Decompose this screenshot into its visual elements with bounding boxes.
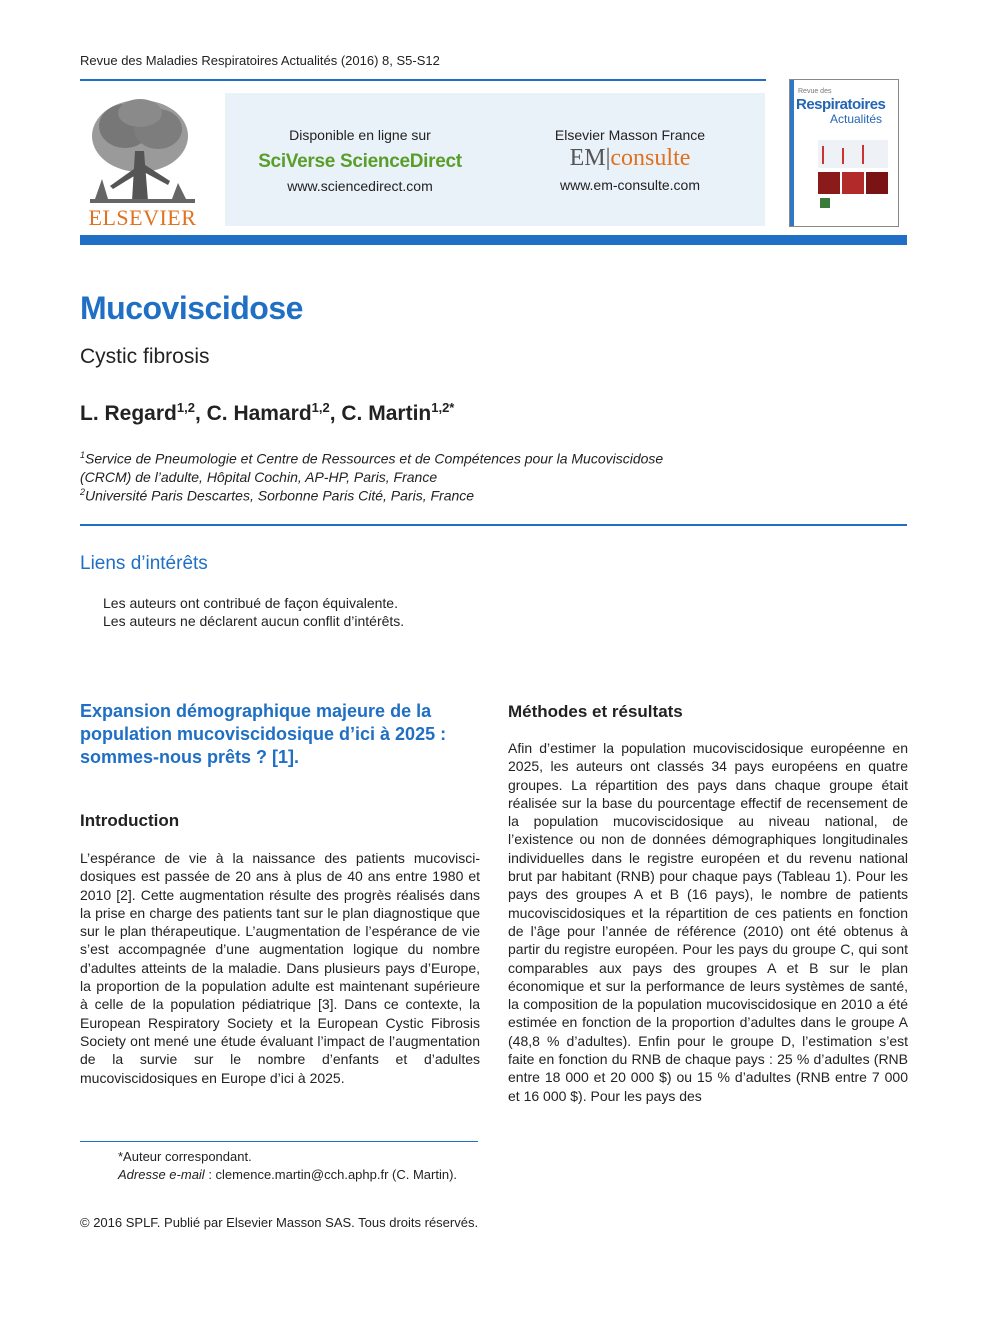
author-affiliation-sup: 1,2* (431, 400, 455, 415)
cover-strip (790, 80, 794, 226)
emconsulte-url[interactable]: www.em-consulte.com (559, 177, 701, 193)
available-online-label: Disponible en ligne sur (289, 127, 431, 143)
introduction-paragraph: L’espérance de vie à la naissance des patients mucoviscidosiques est passée de 20 ans à plus de 40 ans entre 1980 et 2010 [2]. Cette augmentation résulte des progrès réalisés dans la prise en charge des patients tant sur le plan diagnostique que sur le plan thérapeutique. L’augmentation de l’espérance de vie s’est accompagnée d’une augmentation logique du nombre d’adultes atteints de la maladie. Dans plusieurs pays d’Europe, la proportion de la population adulte est maintenant supérieure à celle de la population pédiatrique [3]. Dans ce contexte, la European Respiratory Society et la European Cystic Fibrosis Society ont mené une étude évaluant l’impact de l’augmentation de la survie sur le nombre d’enfants et d’adultes mucoviscidosiques en Europe d’ici à 2025. (80, 850, 480, 1086)
footnote-rule (80, 1141, 478, 1142)
sciencedirect-block (225, 127, 495, 194)
section-title: Expansion démographique majeure de la population mucoviscidosique d’ici à 2025 : sommes-nous prêts ? [1]. (80, 701, 447, 767)
affiliation-text: (CRCM) de l’adulte, Hôpital Cochin, AP-HP, Paris, France (80, 469, 438, 485)
email-label: Adresse e-mail (118, 1167, 205, 1182)
email-footnote (118, 1167, 457, 1182)
author-name: C. Martin (341, 402, 432, 425)
emconsulte-block (495, 127, 765, 193)
introduction-heading: Introduction (80, 811, 180, 830)
cover-subtitle: Actualités (830, 112, 883, 126)
journal-reference: Revue des Maladies Respiratoires Actualités (2016) 8, S5-S12 (80, 53, 440, 68)
section-divider (80, 524, 907, 526)
em-part: EM (569, 145, 606, 171)
sciencedirect-brand[interactable]: SciVerse ScienceDirect (258, 151, 462, 172)
article-subtitle: Cystic fibrosis (80, 345, 210, 368)
copyright-notice: © 2016 SPLF. Publié par Elsevier Masson SAS. Tous droits réservés. (80, 1215, 479, 1230)
cover-title: Respiratoires (796, 96, 886, 113)
methods-paragraph: Afin d’estimer la population mucoviscidosique européenne en 2025, les auteurs ont classés 34 pays européens en quatre groupes. La répartition des pays dans chaque groupe était réalisée sur la base du pourcentage effectif de recensement de la population mucoviscidosique au niveau national, de l’existence ou non de données démographiques longitudinales individuelles dans le registre européen et du revenu national brut par habitant (RNB) pour chaque pays (Tableau 1). Pour les pays des groupes A et B (16 pays), le nombre de patients mucoviscidosiques et la répartition de ces patients en fonction de l’âge pour l’année de référence (2010) ont été obtenus à partir du registre européen. Pour les pays du groupe C, qui sont comparables aux pays des groupes A et B sur le plan économique et sur la performance de leurs systèmes de santé, la composition de la population mucoviscidosique en 2010 a été estimée en fonction de la proportion d’adultes dans le groupe A (48,8 % d’adultes). Enfin pour le groupe D, l’estimation s’est faite en fonction du RNB de chaque pays : 25 % d’adultes (RNB entre 18 000 et 20 000 $) ou 15 % d’adultes (RNB entre 7 000 et 16 000 $). Pour les pays des (508, 740, 908, 1104)
author-affiliation-sup: 1,2 (311, 400, 330, 415)
coi-line: Les auteurs ont contribué de façon équivalente. (103, 595, 398, 611)
affiliation-1 (80, 450, 663, 467)
affiliation-text: Université Paris Descartes, Sorbonne Paris Cité, Paris, France (85, 487, 475, 504)
header-top-rule (80, 79, 766, 81)
access-banner (225, 93, 765, 226)
consulte-part: consulte (610, 145, 691, 171)
emconsulte-brand[interactable]: EM|consulte (569, 145, 691, 171)
conflict-of-interest-heading: Liens d’intérêts (80, 553, 208, 574)
cover-figure-icon (818, 140, 888, 210)
elsevier-masson-label: Elsevier Masson France (554, 127, 706, 143)
affiliation-2 (80, 487, 474, 504)
email-value[interactable]: : clemence.martin@cch.aphp.fr (C. Martin). (204, 1167, 458, 1182)
cover-top-text: Revue des (798, 88, 832, 95)
affiliation-marker: 2 (80, 487, 86, 497)
coi-line: Les auteurs ne déclarent aucun conflit d’intérêts. (103, 613, 405, 629)
header-bottom-bar (80, 235, 907, 245)
author-affiliation-sup: 1,2 (176, 400, 195, 415)
corresponding-author-note: *Auteur correspondant. (118, 1149, 252, 1164)
journal-cover-thumbnail (789, 79, 899, 227)
affiliation-text: Service de Pneumologie et Centre de Ressources et de Compétences pour la Mucoviscidose (85, 450, 664, 467)
affiliation-marker: 1 (80, 450, 86, 460)
methods-heading: Méthodes et résultats (508, 702, 683, 721)
sciencedirect-url[interactable]: www.sciencedirect.com (287, 178, 433, 194)
author-name: C. Hamard (206, 402, 312, 425)
author-name: L. Regard (80, 402, 177, 425)
article-title: Mucoviscidose (80, 290, 303, 326)
author-list: L. Regard$^{1,2}$, C. Hamard$^{1,2}$, C. Martin$^{1,2*}$ (80, 400, 455, 425)
elsevier-wordmark: ELSEVIER (88, 205, 197, 230)
affiliation-1-cont (80, 469, 437, 485)
